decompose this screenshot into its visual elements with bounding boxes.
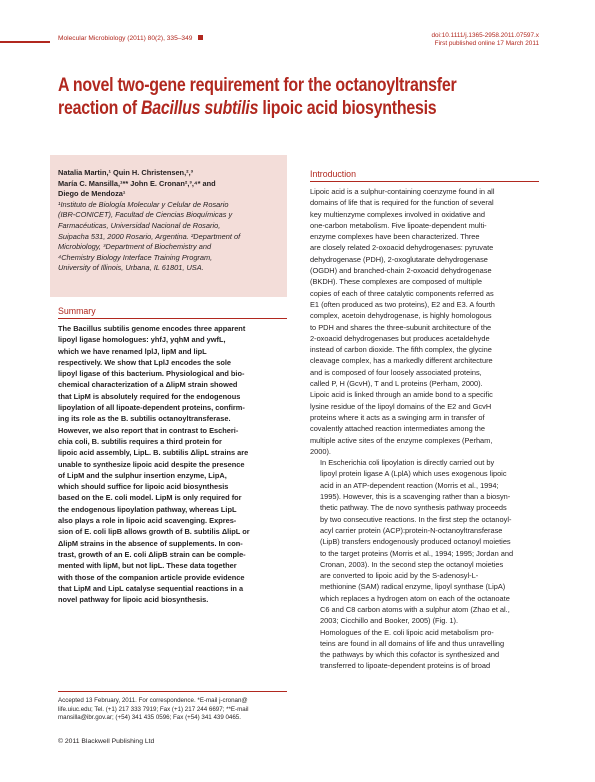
intro-line: complex, acetoin dehydrogenase, is highly homologous — [310, 311, 492, 321]
intro-line: In Escherichia coli lipoylation is directly carried out by — [320, 458, 495, 468]
summary-line: based on the E. coli model. LipM is only required for — [58, 493, 242, 503]
summary-line: ΔlipM strains in the absence of supplements. In con- — [58, 538, 243, 548]
intro-line: key multienzyme complexes involved in oxidative and — [310, 209, 485, 219]
intro-line: Cronan, 2003). In the second step the octanoyl moieties — [320, 559, 504, 569]
affiliation-line: ¹Instituto de Biología Molecular y Celular de Rosario — [58, 199, 229, 209]
intro-line: acyl carrier protein (ACP):protein-N-octanoyltransferase — [320, 525, 503, 535]
intro-line: multiple active sites of the enzyme complexes (Perham, — [310, 435, 493, 445]
article-title — [58, 74, 470, 120]
intro-line: C6 and C8 carbon atoms with a sulphur atom (Zhao et al., — [320, 604, 510, 614]
intro-line: lipoyl protein ligase A (LplA) which uses exogenous lipoic — [320, 469, 507, 479]
published-date: First published online 17 March 2011 — [434, 40, 539, 48]
correspondence-footnote — [58, 697, 287, 723]
affiliation-line: ⁴Chemistry Biology Interface Training Program, — [58, 252, 213, 262]
intro-line: the pathways by which this cofactor is synthesized and — [320, 650, 500, 660]
intro-line: cleavage complex, has a markedly different architecture — [310, 356, 493, 366]
footnote-line: life.uiuc.edu; Tel. (+1) 217 333 7919; Fax (+1) 217 244 6697; **E-mail — [58, 705, 249, 713]
footnote-rule — [58, 691, 287, 692]
affiliation-line: Suipacha 531, 2000 Rosario, Argentina. ²Department of — [58, 231, 241, 241]
intro-line: covalently attached reaction intermediates among the — [310, 424, 486, 434]
author-line: Natalia Martin,¹ Quin H. Christensen,²,³ — [58, 168, 194, 177]
intro-line: teins are found in all domains of life and thus unravelling — [320, 638, 505, 648]
intro-line: Lipoic acid is a sulphur-containing coenzyme found in all — [310, 187, 495, 196]
intro-line: Homologues of the E. coli lipoic acid metabolism pro- — [320, 627, 494, 637]
journal-header — [58, 35, 203, 42]
summary-rule — [58, 318, 287, 319]
summary-line: However, we also report that in contrast to Escheri- — [58, 425, 239, 435]
doi-link[interactable]: doi:10.1111/j.1365-2958.2011.07597.x — [431, 32, 539, 39]
intro-line: (OGDH) and branched-chain 2-oxoacid dehydrogenase — [310, 266, 492, 276]
intro-line: acid in an ATP-dependent reaction (Morris et al., 1994; — [320, 480, 499, 490]
intro-line: are converted to lipoic acid by the S-adenosyl-L- — [320, 571, 479, 581]
intro-line: which replaces a hydrogen atom on each of the octanoate — [320, 593, 510, 603]
summary-line: trast, growth of an E. coli ΔlipB strain can be comple- — [58, 549, 246, 559]
intro-line: 2000). — [310, 446, 331, 456]
intro-line: to the target proteins (Morris et al., 1994; 1995; Jordan and — [320, 548, 514, 558]
summary-line: lipoylation of all lipoate-dependent proteins, confirm- — [58, 403, 245, 413]
summary-line: that LipM and LipL catalyse sequential reactions in a — [58, 583, 244, 593]
intro-line: one-carbon metabolism. Five lipoate-dependent multi- — [310, 220, 487, 230]
intro-line: called P, H (GcvH), T and L proteins (Perham, 2000). — [310, 379, 483, 389]
intro-line: copies of each of three catalytic components referred as — [310, 288, 494, 298]
summary-line: which we have renamed lplJ, lipM and lipL — [58, 346, 207, 356]
intro-line: to PDH and shares the three-subunit architecture of the — [310, 322, 492, 332]
copyright: © 2011 Blackwell Publishing Ltd — [58, 738, 155, 745]
summary-line: lipoic acid assembly, LipL. B. subtilis ΔlipL strains are — [58, 448, 249, 458]
summary-line: that LipM is absolutely required for the endogenous — [58, 391, 241, 401]
summary-line: ing its role as the B. subtilis octanoyltransferase. — [58, 414, 231, 424]
summary-line: mented with lipM, but not lipL. These data together — [58, 561, 237, 571]
summary-text — [58, 323, 287, 605]
intro-line: transferred to lipoate-dependent proteins is of broad — [320, 661, 491, 671]
authors-block — [58, 168, 282, 274]
intro-line: 2003; Cicchillo and Booker, 2005) (Fig. 1). — [320, 616, 459, 626]
introduction-rule — [310, 181, 539, 182]
intro-line: E1 (often produced as two proteins), E2 and E3. A fourth — [310, 299, 495, 309]
summary-line: lipoyl ligase of this bacterium. Physiological and bio- — [58, 369, 245, 379]
summary-line: which should suffice for lipoic acid biosynthesis — [58, 482, 229, 492]
summary-line: chemical characterization of a ΔlipM strain showed — [58, 380, 238, 390]
summary-line: chia coli, B. subtilis requires a third protein for — [58, 436, 222, 446]
intro-line: enzyme complexes have been characterized. Three — [310, 232, 480, 242]
summary-line: The Bacillus subtilis genome encodes three apparent — [58, 324, 246, 333]
affiliation-line: University of Illinois, Urbana, IL 61801, USA. — [58, 263, 204, 273]
intro-line: Lipoic acid is linked through an amide bond to a specific — [310, 390, 493, 400]
summary-line: also plays a role in lipoic acid scavenging. Expres- — [58, 516, 237, 526]
title-line-2-pre: reaction of — [58, 98, 142, 119]
intro-line: lysine residue of the lipoyl domains of the E2 and GcvH — [310, 401, 492, 411]
affiliation-line: Farmacéuticas, Universidad Nacional de Rosario, — [58, 220, 221, 230]
summary-line: respectively. We show that LplJ encodes the sole — [58, 357, 232, 367]
doi-block — [431, 32, 539, 49]
header-rule — [0, 41, 50, 43]
author-line: Diego de Mendoza¹ — [58, 189, 126, 199]
journal-name: Molecular Microbiology — [58, 35, 126, 42]
intro-line: instead of carbon dioxide. The fifth complex, the glycine — [310, 345, 492, 355]
summary-line: sion of E. coli lipB allows growth of B. subtilis ΔlipL or — [58, 527, 250, 537]
intro-paragraph-1 — [310, 186, 539, 457]
affiliation-line: (IBR-CONICET), Facultad de Ciencias Bioquímicas y — [58, 210, 233, 220]
intro-line: are closely related 2-oxoacid dehydrogenases: pyruvate — [310, 243, 494, 253]
footnote-line: mansilla@ibr.gov.ar; (+54) 341 435 0596; Fax (+54) 341 439 0465. — [58, 714, 241, 722]
intro-line: and is composed of four loosely associated proteins, — [310, 367, 482, 377]
journal-citation: (2011) 80(2), 335–349 — [127, 35, 193, 42]
summary-heading: Summary — [58, 306, 96, 316]
summary-line: with those of the companion article provide evidence — [58, 572, 245, 582]
intro-line: 1995). However, this is a scavenging rather than a biosyn- — [320, 492, 511, 502]
introduction-text — [310, 186, 539, 672]
intro-line: proteins where it acts as a swinging arm in transfer of — [310, 412, 485, 422]
title-line-1: A novel two-gene requirement for the octanoyltransfer — [58, 75, 457, 96]
summary-line: of LipM and the sulphur insertion enzyme, LipA, — [58, 470, 227, 480]
intro-line: domains of life that is required for the function of several — [310, 198, 494, 208]
footnote-line: Accepted 13 February, 2011. For correspondence. *E-mail j-cronan@ — [58, 697, 248, 704]
summary-line: the endogenous lipoylation pathway, whereas LipL — [58, 504, 237, 514]
intro-line: 2-oxoacid dehydrogenases but produces acetaldehyde — [310, 333, 490, 343]
title-species: Bacillus subtilis — [141, 98, 259, 119]
author-line: María C. Mansilla,¹** John E. Cronan²,³,⁴* and — [58, 178, 216, 188]
summary-line: unable to synthesize lipoic acid despite the presence — [58, 459, 245, 469]
affiliation-line: Microbiology, ³Department of Biochemistry and — [58, 242, 212, 252]
introduction-heading: Introduction — [310, 169, 356, 179]
intro-line: (BKDH). These complexes are composed of multiple — [310, 277, 482, 287]
intro-line: dehydrogenase (PDH), 2-oxoglutarate dehydrogenase — [310, 254, 488, 264]
header-square-icon — [198, 35, 203, 40]
intro-line: (LipB) transfers endogenously produced octanoyl moieties — [320, 537, 511, 547]
summary-line: novel pathway for lipoic acid biosynthesis. — [58, 595, 209, 605]
intro-line: methionine (SAM) radical enzyme, lipoyl synthase (LipA) — [320, 582, 506, 592]
intro-line: thetic pathway. The de novo synthesis pathway proceeds — [320, 503, 507, 513]
summary-line: lipoyl ligase homologues: yhfJ, yqhM and ywfL, — [58, 335, 226, 345]
title-line-2-post: lipoic acid biosynthesis — [258, 98, 437, 119]
title-line-2 — [58, 97, 470, 120]
intro-paragraph-3 — [310, 627, 539, 672]
intro-paragraph-2 — [310, 457, 539, 626]
intro-line: by two consecutive reactions. In the first step the octanoyl- — [320, 514, 512, 524]
